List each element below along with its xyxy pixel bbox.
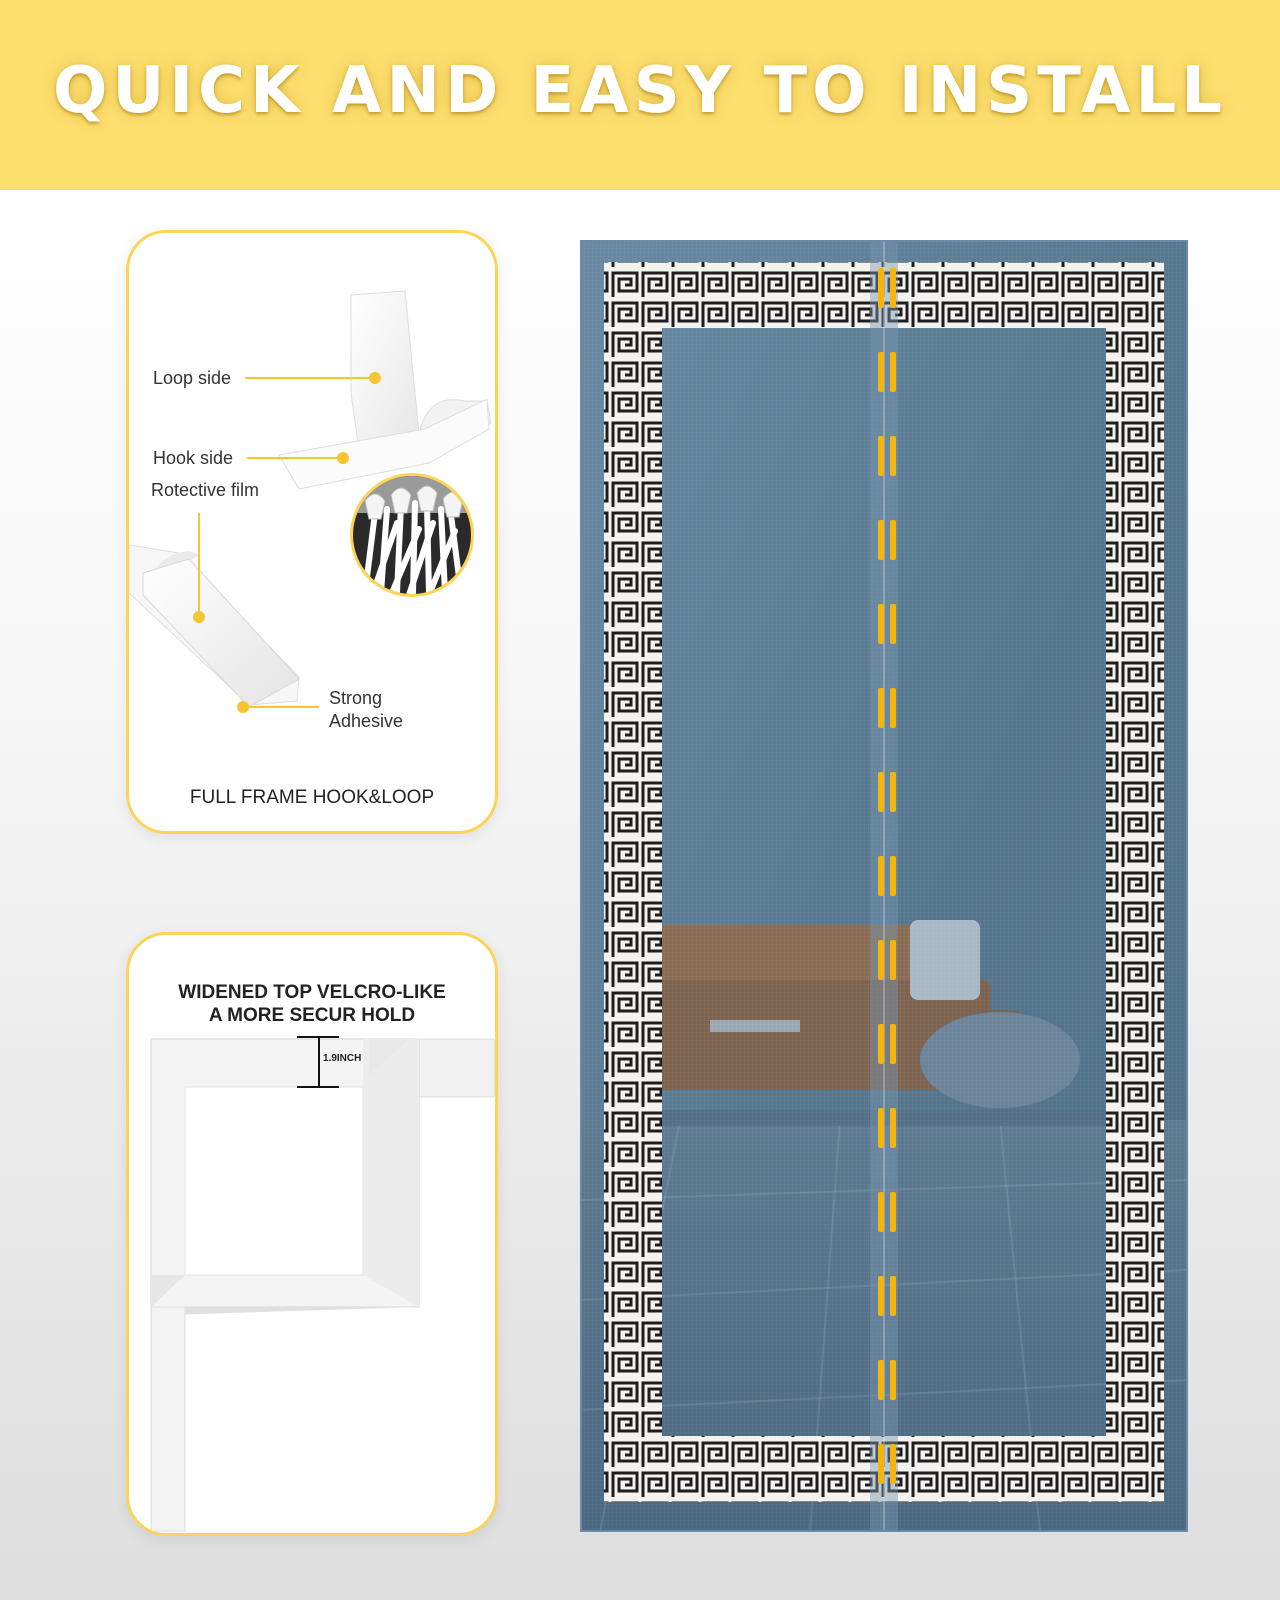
adhesive-label: Adhesive <box>329 711 404 731</box>
magnet-strip <box>878 1276 896 1316</box>
magnet-strip <box>878 1444 896 1484</box>
velcro-strip-illustration <box>129 233 495 831</box>
strong-label: Strong <box>329 688 383 708</box>
measure-label: 1.9INCH <box>323 1053 362 1064</box>
hook-side-label: Hook side <box>153 448 234 468</box>
magnet-strip <box>878 520 896 560</box>
hook-loop-card <box>126 230 498 834</box>
widened-top-card <box>126 932 498 1536</box>
protective-film-label: Rotective film <box>151 480 260 500</box>
magnet-strip <box>878 940 896 980</box>
magnet-strip <box>878 352 896 392</box>
hook-loop-caption: FULL FRAME HOOK&LOOP <box>189 787 435 808</box>
magnet-strip <box>878 268 896 308</box>
magnet-strip <box>878 772 896 812</box>
widened-frame-illustration <box>129 935 495 1533</box>
magnet-strip <box>878 1024 896 1064</box>
magnet-strip <box>878 436 896 476</box>
header-banner <box>0 0 1280 190</box>
magnet-strip <box>878 604 896 644</box>
magnet-strip <box>878 1360 896 1400</box>
widened-title-line1: WIDENED TOP VELCRO-LIKE <box>178 982 446 1003</box>
loop-side-label: Loop side <box>153 368 232 388</box>
magnet-strip <box>878 1108 896 1148</box>
banner-title: QUICK AND EASY TO INSTALL <box>52 54 1228 128</box>
magnet-strip <box>878 856 896 896</box>
magnet-strip <box>878 1192 896 1232</box>
magnet-strip <box>878 688 896 728</box>
widened-title-line2: A MORE SECUR HOLD <box>208 1005 416 1026</box>
